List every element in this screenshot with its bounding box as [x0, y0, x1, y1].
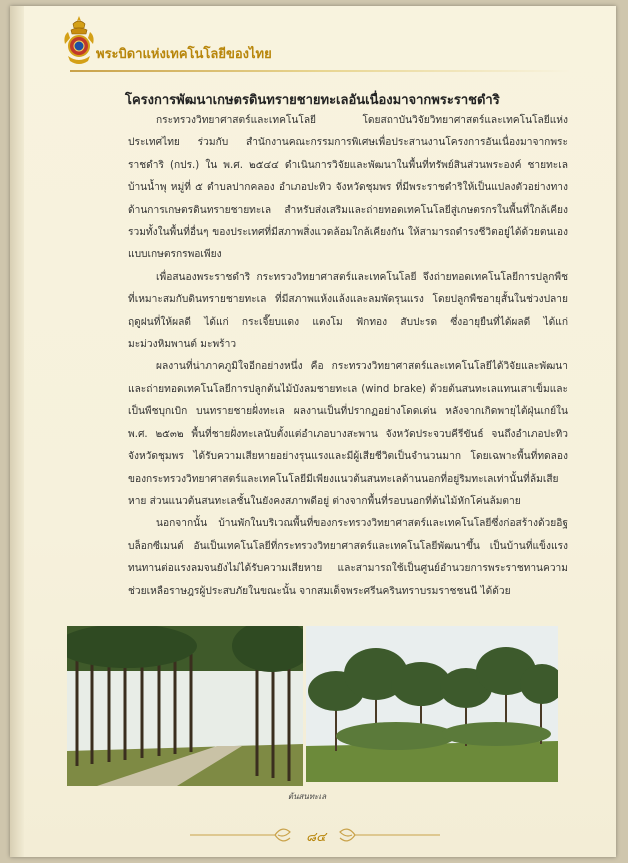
tree-row-illustration	[67, 626, 303, 786]
running-header-title: พระบิดาแห่งเทคโนโลยีของไทย	[96, 47, 272, 62]
paragraph: เพื่อสนองพระราชดำริ กระทรวงวิทยาศาสตร์และเทคโนโลยี จึงถ่ายทอดเทคโนโลยีการปลูกพืชที่เหมาะสมกับดินทรายชายทะเล ที่มีสภาพแห้งแล้งและลมพัดรุนแรง โดยปลูกพืชอายุสั้นในช่วงปลายฤดูฝนที่ให้ผลดี ได้แก่ กระเจี๊ยบแดง แตงโม ฟักทอง สับปะรด ซึ่งอายุยืนที่ได้ผลดี ได้แก่ มะม่วงหิมพานต์ มะพร้าว	[128, 271, 568, 351]
paragraph: ผลงานที่น่าภาคภูมิใจอีกอย่างหนึ่ง คือ กระทรวงวิทยาศาสตร์และเทคโนโลยีได้วิจัยและพัฒนา และถ่ายทอดเทคโนโลยีการปลูกต้นไม้บังลมชายทะเล (wind brake) ด้วยต้นสนทะเลแทนเสาเข็มและเป็นพืชบุกเบิก บนทรายชายฝั่งทะเล ผลงานเป็นที่ปรากฏอย่างโดดเด่น หลังจากเกิดพายุไต้ฝุ่นเกย์ใน พ.ศ. ๒๕๓๒ พื้นที่ชายฝั่งทะเลนับตั้งแต่อำเภอบางสะพาน จังหวัดประจวบคีรีขันธ์ จนถึงอำเภอปะทิว จังหวัดชุมพร ได้รับความเสียหายอย่างรุนแรงและมีผู้เสียชีวิตเป็นจำนวนมาก โดยเฉพาะพื้นที่ทดลองของกระทรวงวิทยาศาสตร์และเทคโนโลยีมีเพียงแนวต้นสนทะเลด้านนอกที่อยู่ริมทะเลเท่านั้นที่ล้มเสียหาย ส่วนแนวต้นสนทะเลชั้นในยังคงสภาพดีอยู่ ต่างจากพื้นที่รอบนอกที่ต้นไม้หักโค่นล้มตาย	[128, 361, 568, 507]
header-divider	[70, 70, 570, 72]
coastal-trees-illustration	[306, 626, 558, 782]
paragraph: นอกจากนั้น บ้านพักในบริเวณพื้นที่ของกระทรวงวิทยาศาสตร์และเทคโนโลยีซึ่งก่อสร้างด้วยอิฐบล็อกซีเมนต์ อันเป็นเทคโนโลยีที่กระทรวงวิทยาศาสตร์และเทคโนโลยีพัฒนาขึ้น เป็นบ้านที่แข็งแรงทนทานต่อแรงลมจนยังไม่ได้รับความเสียหาย และสามารถใช้เป็นศูนย์อำนวยการพระราชทานความช่วยเหลือราษฎรผู้ประสบภัยในขณะนั้น จากสมเด็จพระศรีนครินทราบรมราชชนนี ได้ด้วย	[128, 518, 568, 597]
royal-emblem-icon	[62, 14, 96, 70]
photo-casuarina-trees	[306, 626, 558, 782]
figure-caption: ต้นสนทะเล	[287, 792, 327, 801]
article-title: โครงการพัฒนาเกษตรดินทรายชายทะเลอันเนื่องมาจากพระราชดำริ	[125, 93, 500, 108]
article-body	[128, 110, 568, 603]
paragraph: กระทรวงวิทยาศาสตร์และเทคโนโลยี โดยสถาบันวิจัยวิทยาศาสตร์และเทคโนโลยีแห่งประเทศไทย ร่วมกับ สำนักงานคณะกรรมการพิเศษเพื่อประสานงานโครงการอันเนื่องมาจากพระราชดำริ (กปร.) ใน พ.ศ. ๒๕๔๔ ดำเนินการวิจัยและพัฒนาในพื้นที่ทรัพย์สินส่วนพระองค์ ชายทะเลบ้านน้ำพุ หมู่ที่ ๕ ตำบลปากคลอง อำเภอปะทิว จังหวัดชุมพร ที่มีพระราชดำริให้เป็นแปลงตัวอย่างทางด้านการเกษตรดินทรายชายทะเล สำหรับส่งเสริมและถ่ายทอดเทคโนโลยีสู่เกษตรกรในพื้นที่ใกล้เคียง รวมทั้งในพื้นที่อื่นๆ ของประเทศที่มีสภาพสิ่งแวดล้อมใกล้เคียงกัน ให้สามารถดำรงชีวิตอยู่ได้ด้วยตนเอง แบบเกษตรกรพอเพียง	[128, 115, 568, 261]
page-spine-shadow	[10, 6, 24, 857]
page-number: ๘๔	[306, 830, 326, 845]
photo-pine-avenue	[67, 626, 303, 786]
document-page	[10, 6, 616, 857]
